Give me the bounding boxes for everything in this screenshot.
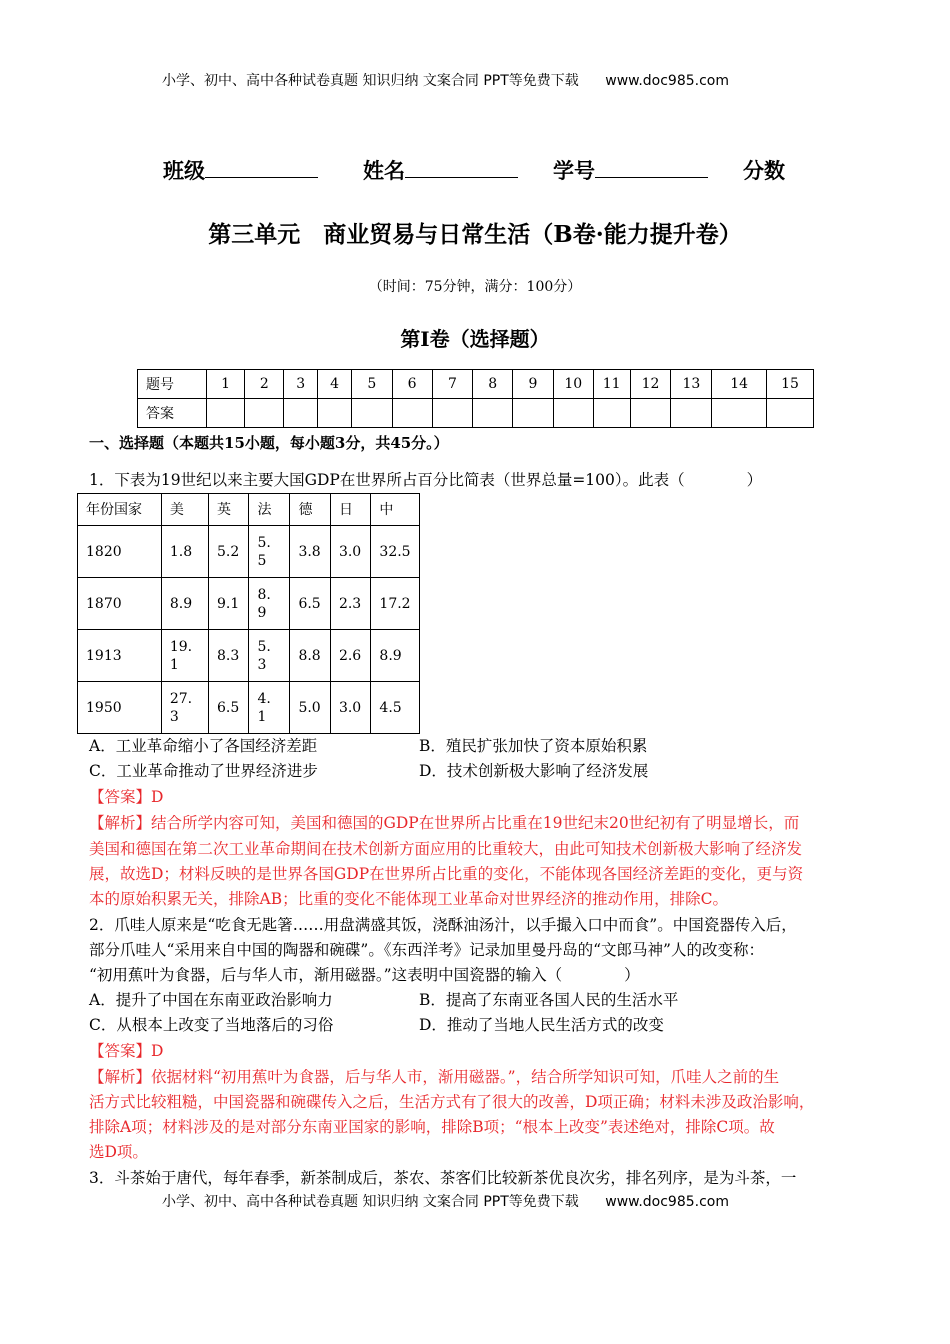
gdp-row (78, 526, 420, 578)
gdp-cell-part: 19. (169, 638, 193, 655)
gdp-header-cell: 日 (330, 494, 370, 526)
q1-analysis-line: 【解析】结合所学内容可知，美国和德国的GDP在世界所占比重在19世纪末20世纪初有了明显增长，而 (89, 814, 800, 832)
gdp-cell: 17.2 (371, 578, 420, 630)
gdp-header-cell: 德 (290, 494, 330, 526)
gdp-header-row (78, 494, 420, 526)
gdp-cell: 3.8 (290, 526, 330, 578)
gdp-cell: 1913 (78, 630, 162, 682)
q1-analysis-line: 美国和德国在第二次工业革命期间在技术创新方面应用的比重较大，由此可知技术创新极大影响了经济发 (89, 840, 803, 858)
gdp-cell: 9.1 (208, 578, 248, 630)
q1-option-b[interactable]: B．殖民扩张加快了资本原始积累 (419, 737, 648, 755)
answer-cell[interactable] (473, 399, 513, 428)
class-label: 班级 (163, 158, 205, 183)
footer-url[interactable]: www.doc985.com (605, 1194, 729, 1210)
gdp-cell (249, 578, 290, 630)
gdp-cell: 1.8 (161, 526, 208, 578)
gdp-header-cell: 年份国家 (78, 494, 162, 526)
q2-stem-line: 部分爪哇人“采用来自中国的陶器和碗碟”。《东西洋考》记录加里曼丹岛的“文郎马神”人的改变称： (89, 941, 764, 959)
grid-number: 4 (318, 370, 352, 399)
gdp-cell-part: 5. (257, 638, 271, 655)
name-label: 姓名 (363, 158, 405, 183)
gdp-table (77, 493, 420, 734)
answer-cell[interactable] (351, 399, 392, 428)
gdp-cell: 5.2 (208, 526, 248, 578)
q2-answer: 【答案】D (89, 1042, 164, 1060)
gdp-cell-part: 4. (257, 690, 271, 707)
gdp-cell: 5.0 (290, 682, 330, 734)
gdp-cell (249, 682, 290, 734)
footer-text: 小学、初中、高中各种试卷真题 知识归纳 文案合同 PPT等免费下载 (162, 1194, 579, 1210)
gdp-cell: 8.3 (208, 630, 248, 682)
page-footer (162, 1191, 729, 1211)
gdp-cell-part: 27. (169, 690, 193, 707)
gdp-cell: 8.9 (161, 578, 208, 630)
answer-cell[interactable] (593, 399, 630, 428)
header-text: 小学、初中、高中各种试卷真题 知识归纳 文案合同 PPT等免费下载 (162, 73, 579, 89)
answer-cell[interactable] (206, 399, 245, 428)
gdp-row (78, 630, 420, 682)
grid-number: 13 (671, 370, 712, 399)
grid-number: 10 (553, 370, 593, 399)
q1-stem: 1．下表为19世纪以来主要大国GDP在世界所占百分比简表（世界总量=100）。此表（ ） (89, 471, 763, 489)
grid-number: 2 (245, 370, 284, 399)
volume-title: 第Ⅰ卷（选择题） (400, 327, 550, 351)
gdp-header-cell: 中 (371, 494, 420, 526)
q1-option-d[interactable]: D．技术创新极大影响了经济发展 (419, 762, 649, 780)
q2-analysis-line: 活方式比较粗糙，中国瓷器和碗碟传入之后，生活方式有了很大的改善，D项正确；材料未涉及政治影响， (89, 1093, 815, 1111)
id-field[interactable] (553, 155, 708, 185)
answer-cell[interactable] (432, 399, 473, 428)
grid-number: 8 (473, 370, 513, 399)
page-title: 第三单元 商业贸易与日常生活（B卷·能力提升卷） (208, 221, 742, 248)
gdp-cell: 3.0 (330, 682, 370, 734)
q2-option-a[interactable]: A．提升了中国在东南亚政治影响力 (89, 991, 333, 1009)
gdp-cell: 1950 (78, 682, 162, 734)
q2-stem-line: 2．爪哇人原来是“吃食无匙箸……用盘满盛其饭，浇酥油汤汁，以手撮入口中而食”。中国瓷器传入后， (89, 916, 797, 934)
gdp-cell-part: 9 (257, 604, 267, 621)
q2-option-c[interactable]: C．从根本上改变了当地落后的习俗 (89, 1016, 334, 1034)
grid-number: 6 (392, 370, 432, 399)
gdp-cell-part: 3 (257, 656, 267, 673)
q1-analysis-line: 本的原始积累无关，排除AB；比重的变化不能体现工业革命对世界经济的推动作用，排除C。 (89, 890, 728, 908)
exam-subtitle: （时间：75分钟，满分：100分） (368, 279, 582, 295)
gdp-cell: 6.5 (290, 578, 330, 630)
gdp-cell (161, 630, 208, 682)
q1-answer: 【答案】D (89, 788, 164, 806)
gdp-cell: 1820 (78, 526, 162, 578)
gdp-cell (249, 630, 290, 682)
answer-cell[interactable] (284, 399, 318, 428)
name-field[interactable] (363, 155, 518, 185)
gdp-cell-part: 5 (257, 552, 267, 569)
answer-cell[interactable] (671, 399, 712, 428)
answer-cell[interactable] (553, 399, 593, 428)
grid-number: 9 (513, 370, 554, 399)
answer-grid-answer-row (138, 399, 814, 428)
answer-cell[interactable] (513, 399, 554, 428)
grid-label-number: 题号 (138, 370, 207, 399)
gdp-cell (249, 526, 290, 578)
gdp-cell: 6.5 (208, 682, 248, 734)
gdp-cell: 32.5 (371, 526, 420, 578)
answer-cell[interactable] (392, 399, 432, 428)
gdp-cell: 1870 (78, 578, 162, 630)
q2-stem-line: “初用蕉叶为食器，后与华人市，渐用磁器。”这表明中国瓷器的输入（ ） (89, 966, 640, 984)
gdp-row (78, 682, 420, 734)
q1-option-c[interactable]: C．工业革命推动了世界经济进步 (89, 762, 318, 780)
grid-label-answer: 答案 (138, 399, 207, 428)
page-header (162, 70, 729, 90)
gdp-cell: 3.0 (330, 526, 370, 578)
grid-number: 15 (767, 370, 814, 399)
gdp-header-cell: 法 (249, 494, 290, 526)
score-label: 分数 (743, 158, 785, 183)
gdp-cell: 2.6 (330, 630, 370, 682)
grid-number: 5 (351, 370, 392, 399)
grid-number: 1 (206, 370, 245, 399)
answer-cell[interactable] (767, 399, 814, 428)
gdp-row (78, 578, 420, 630)
gdp-header-cell: 美 (161, 494, 208, 526)
gdp-cell: 8.8 (290, 630, 330, 682)
gdp-cell-part: 1 (169, 656, 179, 673)
q2-analysis-line: 排除A项；材料涉及的是对部分东南亚国家的影响，排除B项；“根本上改变”表述绝对，排除C项。故 (89, 1118, 775, 1136)
q2-option-b[interactable]: B．提高了东南亚各国人民的生活水平 (419, 991, 679, 1009)
q1-option-a[interactable]: A．工业革命缩小了各国经济差距 (89, 737, 318, 755)
gdp-cell: 2.3 (330, 578, 370, 630)
gdp-cell-part: 5. (257, 534, 271, 551)
q2-option-d[interactable]: D．推动了当地人民生活方式的改变 (419, 1016, 664, 1034)
gdp-cell: 4.5 (371, 682, 420, 734)
grid-number: 12 (630, 370, 671, 399)
answer-cell[interactable] (318, 399, 352, 428)
grid-number: 3 (284, 370, 318, 399)
gdp-header-cell: 英 (208, 494, 248, 526)
grid-number: 11 (593, 370, 630, 399)
grid-number: 7 (432, 370, 473, 399)
q2-analysis-line: 【解析】依据材料“初用蕉叶为食器，后与华人市，渐用磁器。”，结合所学知识可知，爪哇人之前的生 (89, 1068, 780, 1086)
gdp-cell-part: 8. (257, 586, 271, 603)
grid-number: 14 (712, 370, 767, 399)
gdp-cell (161, 682, 208, 734)
q1-analysis-line: 展，故选D；材料反映的是世界各国GDP在世界所占比重的变化，不能体现各国经济差距的变化，更与资 (89, 865, 804, 883)
section-heading: 一、选择题（本题共15小题，每小题3分，共45分。） (89, 434, 449, 452)
gdp-cell: 8.9 (371, 630, 420, 682)
answer-cell[interactable] (712, 399, 767, 428)
q2-analysis-line: 选D项。 (89, 1143, 148, 1161)
answer-grid (137, 369, 814, 428)
answer-grid-number-row (138, 370, 814, 399)
id-label: 学号 (553, 158, 595, 183)
header-url[interactable]: www.doc985.com (605, 73, 729, 89)
gdp-cell-part: 1 (257, 708, 267, 725)
answer-cell[interactable] (630, 399, 671, 428)
q3-stem: 3．斗茶始于唐代，每年春季，新茶制成后，茶农、茶客们比较新茶优良次劣，排名列序，是为斗茶，一 (89, 1169, 797, 1187)
gdp-cell-part: 3 (169, 708, 179, 725)
class-field[interactable] (163, 155, 318, 185)
answer-cell[interactable] (245, 399, 284, 428)
